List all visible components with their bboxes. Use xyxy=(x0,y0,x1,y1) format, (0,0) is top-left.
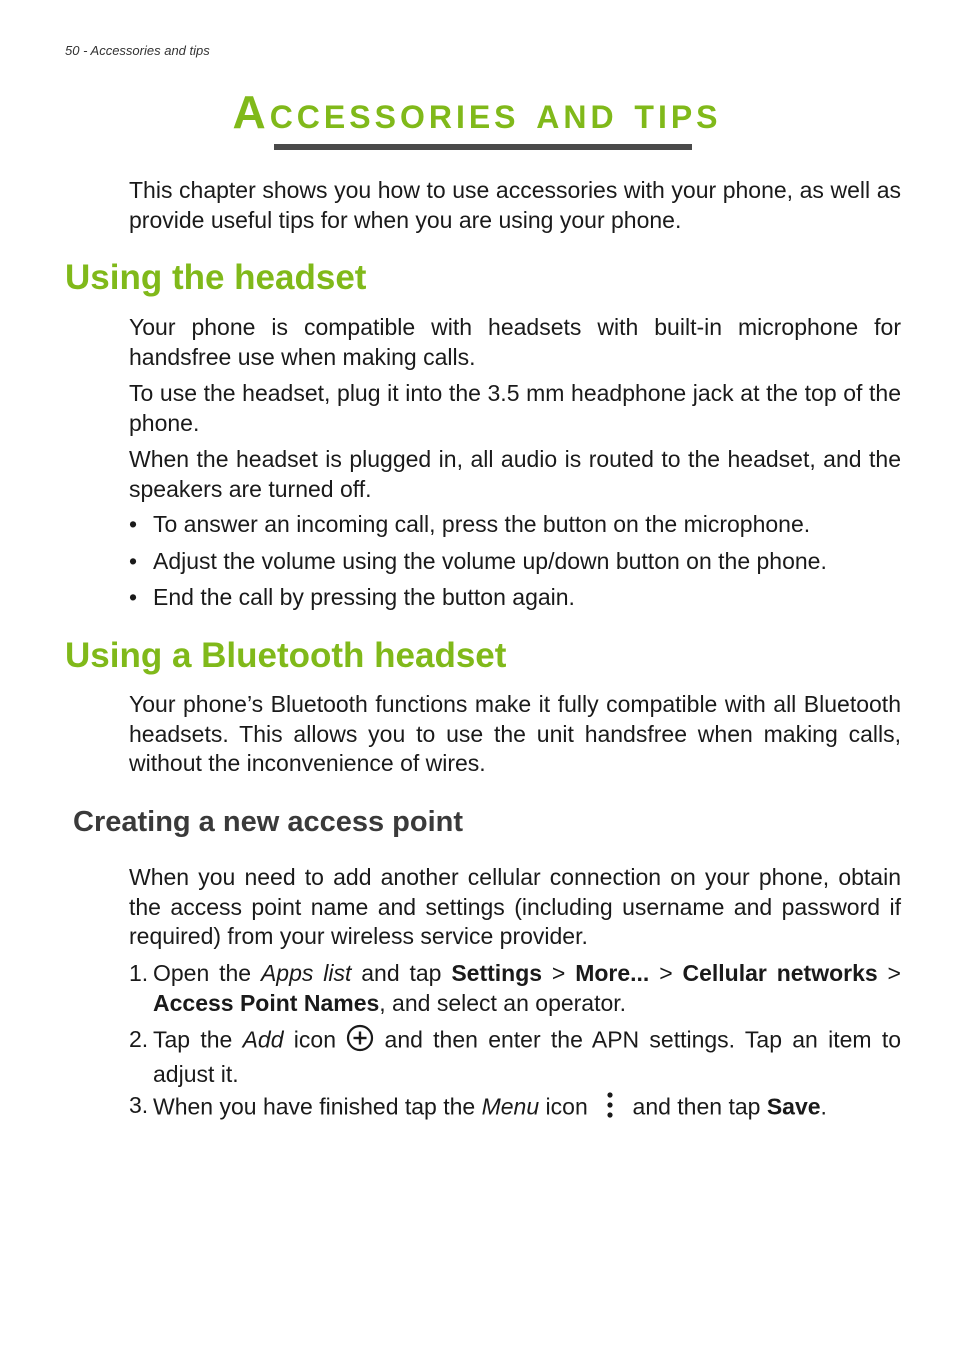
separator: > xyxy=(877,960,901,986)
headset-heading: Using the headset xyxy=(65,258,367,297)
menu-term: Menu xyxy=(481,1093,540,1120)
separator: > xyxy=(542,960,576,986)
access-point-heading: Creating a new access point xyxy=(73,806,464,838)
step-text-part: icon xyxy=(539,1093,595,1120)
step-text xyxy=(153,1024,901,1089)
apps-list-term: Apps list xyxy=(260,960,352,986)
add-circle-icon xyxy=(346,1024,374,1059)
headset-paragraph-1: Your phone is compatible with headsets with built-in microphone for handsfree use when making calls. xyxy=(129,314,901,370)
step-number: 3. xyxy=(129,1092,149,1118)
step-text-part: , and select an operator. xyxy=(379,990,627,1016)
step-text-part: icon xyxy=(283,1026,347,1053)
step-text-part: Open the xyxy=(153,960,261,986)
step-2 xyxy=(129,1024,901,1089)
step-number: 1. xyxy=(129,960,149,986)
bullet-dot: • xyxy=(129,584,138,610)
headset-paragraph-2: To use the headset, plug it into the 3.5 mm headphone jack at the top of the phone. xyxy=(129,380,901,436)
step-text-part: . xyxy=(820,1093,827,1120)
running-header: 50 - Accessories and tips xyxy=(65,43,210,58)
bluetooth-paragraph: Your phone’s Bluetooth functions make it fully compatible with all Bluetooth headsets. This allows you to use the unit handsfree when making calls, without the inconvenience of wires. xyxy=(129,691,901,776)
more-vertical-icon xyxy=(604,1090,616,1127)
title-rule xyxy=(274,144,692,150)
bullet-dot: • xyxy=(129,548,138,574)
list-item-text: Adjust the volume using the volume up/down button on the phone. xyxy=(153,548,827,574)
headset-paragraph-3: When the headset is plugged in, all audio is routed to the headset, and the speakers are turned off. xyxy=(129,446,901,502)
separator: > xyxy=(649,960,683,986)
step-1 xyxy=(129,958,901,1018)
intro-paragraph: This chapter shows you how to use accessories with your phone, as well as provide useful tips for when you are using your phone. xyxy=(129,177,901,233)
step-text-part: Tap the xyxy=(153,1026,243,1053)
more-term: More... xyxy=(575,960,650,986)
step-text-part: and tap xyxy=(351,960,452,986)
step-text-part: and then enter the APN settings. Tap an item to adjust it. xyxy=(153,1026,902,1087)
step-text xyxy=(153,958,901,1018)
save-term: Save xyxy=(766,1093,821,1120)
list-item-text: End the call by pressing the button again. xyxy=(153,584,575,610)
bluetooth-heading: Using a Bluetooth headset xyxy=(65,636,507,675)
settings-term: Settings xyxy=(451,960,543,986)
access-point-names-term: Access Point Names xyxy=(153,990,380,1016)
cellular-networks-term: Cellular networks xyxy=(682,960,878,986)
list-item-text: To answer an incoming call, press the button on the microphone. xyxy=(153,511,811,537)
step-number: 2. xyxy=(129,1026,149,1052)
step-text xyxy=(153,1090,901,1127)
step-3 xyxy=(129,1090,901,1127)
bullet-dot: • xyxy=(129,511,138,537)
add-term: Add xyxy=(242,1026,284,1053)
step-text-part: and then tap xyxy=(626,1093,767,1120)
chapter-title: Accessories and tips xyxy=(232,86,722,138)
access-point-paragraph: When you need to add another cellular connection on your phone, obtain the access point name and settings (including username and password if required) from your wireless service provider. xyxy=(129,864,901,949)
step-text-part: When you have finished tap the xyxy=(153,1093,482,1120)
